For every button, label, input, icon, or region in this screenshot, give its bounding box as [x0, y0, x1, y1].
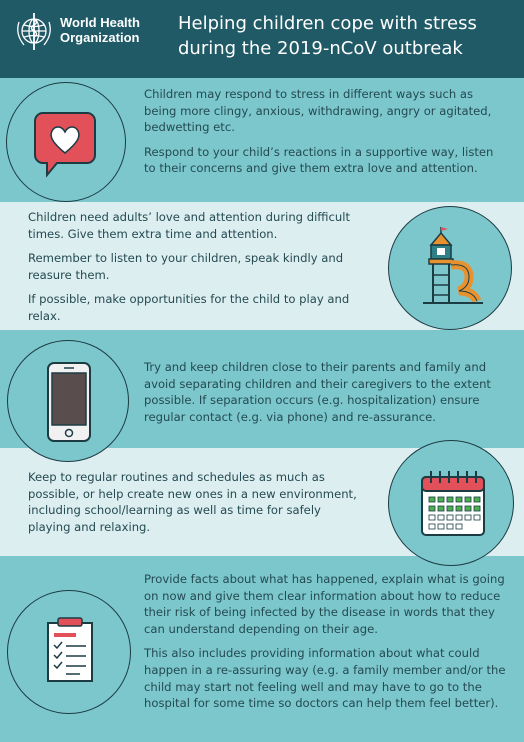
section-5-paragraph-1: Provide facts about what has happened, explain what is going on now and give them clear information about how to reduce their risk of being infected by the disease in words that they can understand depending on their age. — [144, 572, 505, 636]
section-2-paragraph-2: Remember to listen to your children, speak kindly and reasure them. — [28, 251, 344, 282]
header-banner — [0, 0, 524, 78]
calendar-badge — [388, 440, 514, 566]
section-5-paragraph-2: This also includes providing information about what could happen in a re-assuring way (e.g. a family member and/or the child may start not feeling well and may have to go to the hospital for some time so doctors can help them feel better). — [144, 646, 506, 711]
section-1-paragraph-2: Respond to your child’s reactions in a supportive way, listen to their concerns and give them extra love and attention. — [144, 144, 494, 176]
section-2-paragraph-1: Children need adults’ love and attention during difficult times. Give them extra time and attention. — [28, 210, 350, 241]
org-line-1: World Health — [60, 15, 140, 30]
org-line-2: Organization — [60, 30, 140, 45]
mobile-phone-icon — [8, 341, 130, 463]
section-1-paragraph-1: Children may respond to stress in different ways such as being more clingy, anxious, withdrawing, angry or agitated, bedwetting etc. — [144, 87, 492, 135]
section-3-paragraph-1: Try and keep children close to their parents and family and avoid separating children and their caregivers to the extent possible. If separation occurs (e.g. hospitalization) ensure regular contact (e.g. via phone) and re-assurance. — [144, 360, 491, 424]
checklist-clipboard-icon — [8, 591, 132, 715]
who-wordmark — [60, 15, 140, 45]
checklist-badge — [7, 590, 131, 714]
heart-bubble-badge — [6, 82, 126, 202]
playground-badge — [388, 206, 512, 330]
section-2-text — [28, 209, 362, 325]
title-line-2: during the 2019-nCoV outbreak — [178, 38, 463, 59]
section-5-text — [144, 571, 514, 712]
section-1-text — [144, 86, 500, 177]
playground-slide-icon — [389, 207, 513, 331]
calendar-icon — [389, 441, 515, 567]
phone-badge — [7, 340, 129, 462]
heart-speech-bubble-icon — [7, 83, 127, 203]
section-4-paragraph-1: Keep to regular routines and schedules as much as possible, or help create new ones in a new environment, including school/learning as well as time for safely playing and relaxing. — [28, 470, 357, 534]
title-line-1: Helping children cope with stress — [178, 13, 477, 34]
section-2-paragraph-3: If possible, make opportunities for the child to play and relax. — [28, 292, 350, 323]
page-title — [178, 11, 477, 61]
section-3-text — [144, 359, 514, 425]
section-4-text — [28, 469, 358, 535]
who-emblem-icon — [12, 10, 56, 54]
